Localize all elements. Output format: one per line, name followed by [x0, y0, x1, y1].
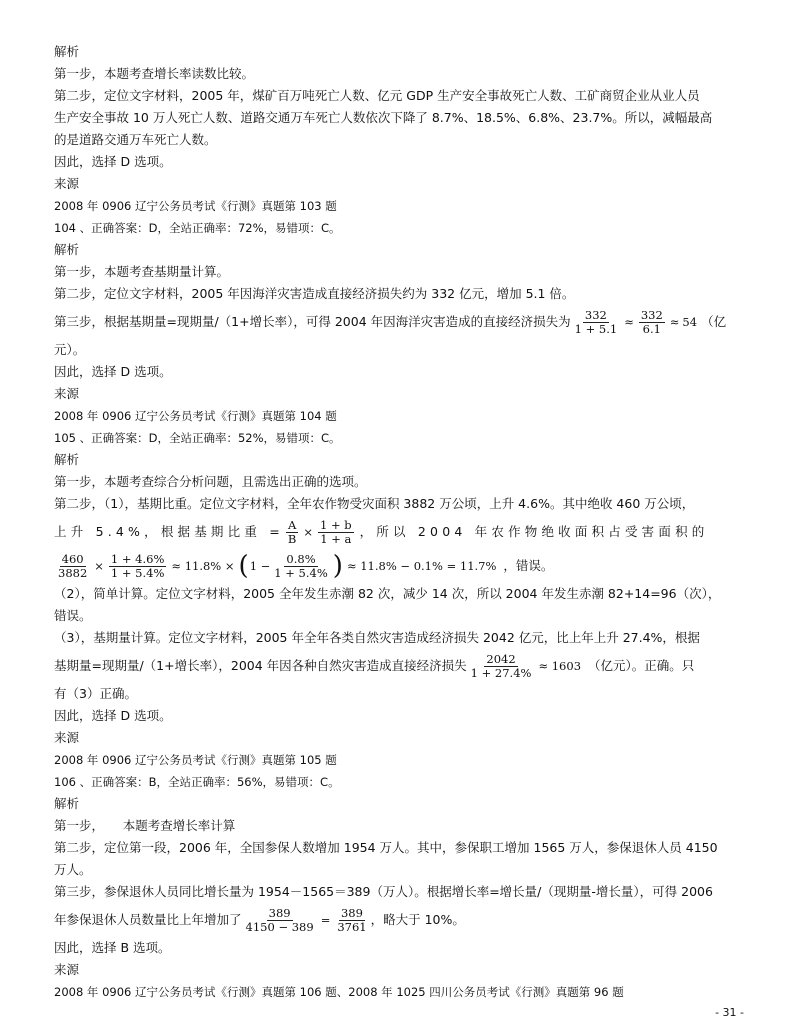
- step-3-formula-line: [54, 903, 754, 937]
- formula-ratio-calc: $\frac{460}{3882}$ × $\frac{1 + 4.6\%}{1 + 5.4\%}$ ≈ 11.8% × ( 1 − $\frac{0.8\%}{1 + 5.4\%}$ ) ≈ 11.8% − 0.1% = 11.7%: [58, 551, 497, 581]
- base-ratio-line: [54, 515, 754, 549]
- conclusion: 因此，选择 B 选项。: [54, 940, 171, 955]
- fraction: $\frac{389}{3761}$: [337, 905, 367, 934]
- step-2-line-3: 的是道路交通万车死亡人数。: [54, 132, 217, 147]
- step-2-line-2: 万人。: [54, 862, 92, 877]
- conclusion: 因此，选择 D 选项。: [54, 708, 172, 723]
- source-heading: 来源: [54, 386, 80, 401]
- fraction: $\frac{389}{4150 - 389}$: [245, 905, 314, 934]
- step-3-text: 第三步，根据基期量=现期量/（1+增长率），可得 2004 年因海洋灾害造成的直接经济损失为: [54, 314, 571, 329]
- step-1: 第一步， 本题考查增长率计算: [54, 818, 236, 833]
- analysis-heading: 解析: [54, 44, 80, 59]
- formula-loss: $\frac{2042}{1 + 27.4\%}$ ≈ 1603: [470, 651, 582, 680]
- step-2-line-1: 第二步，定位文字材料，2005 年，煤矿百万吨死亡人数、亿元 GDP 生产安全事故死亡人数、工矿商贸企业从业人员: [54, 88, 700, 103]
- source-heading: 来源: [54, 176, 80, 191]
- page-number: - 31 -: [715, 1006, 744, 1019]
- verdict-text: ，错误。: [503, 558, 554, 573]
- step-3-end: 元）。: [54, 342, 86, 357]
- fraction: $\frac{1 + b}{1 + a}$: [319, 517, 352, 546]
- fraction: $\frac{A}{B}$: [287, 517, 297, 546]
- conclusion: 因此，选择 D 选项。: [54, 364, 172, 379]
- base-ratio-text: 上升 5.4%，根据基期比重 =: [54, 524, 284, 539]
- formula-growth-rate: $\frac{389}{4150 - 389}$ = $\frac{389}{3761}$: [245, 905, 367, 934]
- formula-base-ratio: $\frac{A}{B}$ × $\frac{1 + b}{1 + a}$: [287, 517, 352, 546]
- step-1: 第一步，本题考查基期量计算。: [54, 264, 230, 279]
- step-3-post: ，略大于 10%。: [370, 912, 465, 927]
- item-3-end: 有（3）正确。: [54, 686, 137, 701]
- step-1: 第一步，本题考查增长率读数比较。: [54, 66, 255, 81]
- step-2: 第二步，定位文字材料，2005 年因海洋灾害造成直接经济损失约为 332 亿元，增加 5.1 倍。: [54, 286, 575, 301]
- conclusion: 因此，选择 D 选项。: [54, 154, 172, 169]
- unit-text: （亿: [701, 314, 727, 329]
- base-ratio-text-2: ，所以 2004 年农作物绝收面积占受害面积的: [359, 524, 709, 539]
- source-line: 2008 年 0906 辽宁公务员考试《行测》真题第 104 题: [54, 409, 337, 423]
- answer-line-104: 104 、正确答案：D，全站正确率：72%，易错项：C。: [54, 221, 341, 235]
- fraction: $\frac{332}{1 + 5.1}$: [574, 307, 618, 336]
- item-3-formula-line: [54, 649, 754, 683]
- answer-line-105: 105 、正确答案：D，全站正确率：52%，易错项：C。: [54, 431, 341, 445]
- item-2-line-1: （2），简单计算。定位文字材料，2005 全年发生赤潮 82 次，减少 14 次，所以 2004 年发生赤潮 82+14=96（次），: [54, 586, 721, 601]
- step-3-text: 年参保退休人员数量比上年增加了: [54, 912, 242, 927]
- item-3-post: （亿元）。正确。只: [588, 658, 695, 673]
- fraction: $\frac{2042}{1 + 27.4\%}$: [470, 651, 532, 680]
- source-line: 2008 年 0906 辽宁公务员考试《行测》真题第 103 题: [54, 199, 337, 213]
- fraction: $\frac{460}{3882}$: [58, 551, 88, 580]
- source-line: 2008 年 0906 辽宁公务员考试《行测》真题第 106 题、2008 年 1025 四川公务员考试《行测》真题第 96 题: [54, 985, 624, 999]
- item-3-line-1: （3），基期量计算。定位文字材料，2005 年全年各类自然灾害造成经济损失 2042 亿元，比上年上升 27.4%，根据: [54, 630, 700, 645]
- item-2-line-2: 错误。: [54, 608, 92, 623]
- fraction: $\frac{0.8\%}{1 + 5.4\%}$: [274, 551, 328, 580]
- answer-line-106: 106 、正确答案：B，全站正确率：56%，易错项：C。: [54, 775, 340, 789]
- analysis-heading: 解析: [54, 452, 80, 467]
- analysis-heading: 解析: [54, 242, 80, 257]
- fraction: $\frac{332}{6.1}$: [640, 307, 663, 336]
- document-body: [54, 41, 754, 1003]
- analysis-heading: 解析: [54, 796, 80, 811]
- step-2-line-2: 生产安全事故 10 万人死亡人数、道路交通万车死亡人数依次下降了 8.7%、18.5%、6.8%、23.7%。所以，减幅最高: [54, 110, 713, 125]
- source-line: 2008 年 0906 辽宁公务员考试《行测》真题第 105 题: [54, 753, 337, 767]
- fraction: $\frac{1 + 4.6\%}{1 + 5.4\%}$: [110, 551, 165, 580]
- source-heading: 来源: [54, 962, 80, 977]
- step-2-line-1: 第二步，定位第一段，2006 年，全国参保人数增加 1954 万人。其中，参保职工增加 1565 万人，参保退休人员 4150: [54, 840, 718, 855]
- step-3-line-1: 第三步，参保退休人员同比增长量为 1954－1565＝389（万人）。根据增长率=增长量/（现期量-增长量），可得 2006: [54, 884, 713, 899]
- step-3-formula-line: [54, 305, 754, 339]
- step-2: 第二步，（1），基期比重。定位文字材料，全年农作物受灾面积 3882 万公顷，上升 4.6%。其中绝收 460 万公顷，: [54, 496, 695, 511]
- item-3-text: 基期量=现期量/（1+增长率），2004 年因各种自然灾害造成直接经济损失: [54, 658, 467, 673]
- source-heading: 来源: [54, 730, 80, 745]
- step-1: 第一步，本题考查综合分析问题，且需选出正确的选项。: [54, 474, 367, 489]
- ratio-formula-line: [54, 549, 754, 583]
- formula-base-period: $\frac{332}{1 + 5.1}$ ≈ $\frac{332}{6.1}$ ≈ 54: [574, 307, 698, 336]
